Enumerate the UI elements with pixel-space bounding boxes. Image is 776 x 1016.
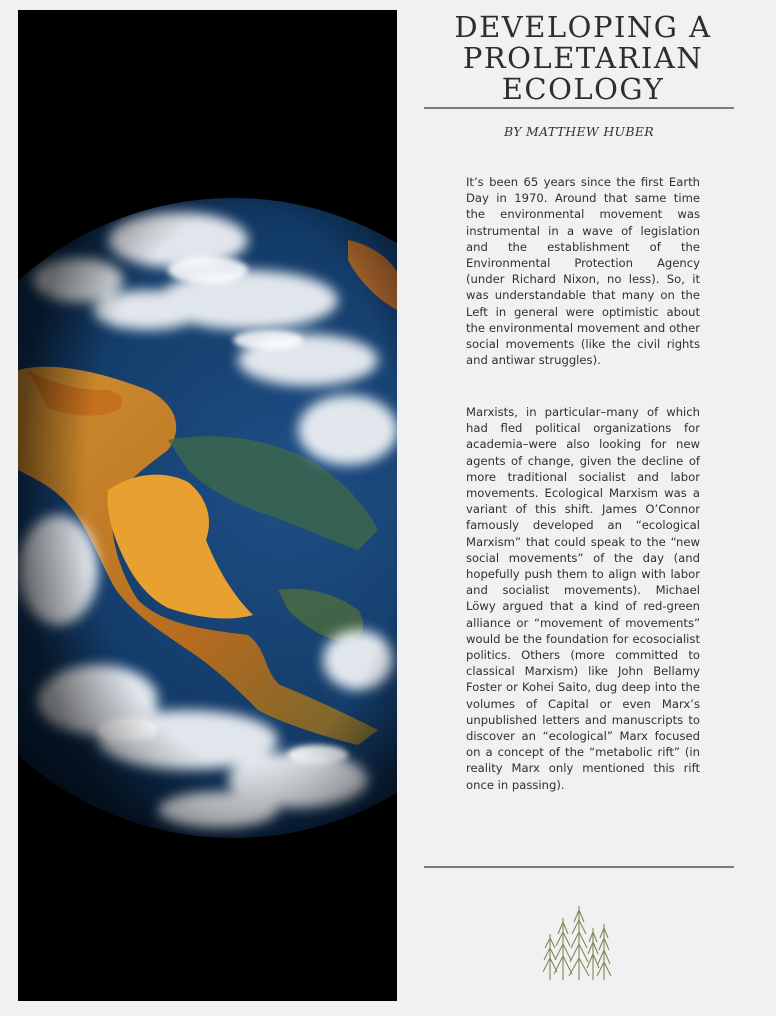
title-line-3: ECOLOGY: [501, 72, 665, 106]
bottom-divider: [424, 866, 734, 868]
paragraph-2: Marxists, in particular–many of which had fled political organizations for academia–were also looking for new agents of change, given the decline of more traditional socialist and labor movements. Ecological Marxism was a variant of this shift. James O’Connor famously developed an “ecological Marxism” that could speak to the “new social movements” of the day (and hopefully push them to align with labor and socialist movements). Michael Löwy argued that a kind of red-green alliance or “movement of movements” would be the foundation for ecosocialist politics. Others (more committed to classical Marxism) like John Bellamy Foster or Kohei Saito, dug deep into the volumes of Capital or even Marx’s unpublished letters and manuscripts to discover an “ecological” Marx focused on a concept of the “metabolic rift” (in reality Marx only mentioned this rift once in passing).: [466, 405, 700, 792]
byline: BY MATTHEW HUBER: [503, 124, 655, 139]
top-divider: [424, 107, 734, 109]
paragraph-1: It’s been 65 years since the first Earth Day in 1970. Around that same time the environmental movement was instrumental in a wave of legislation and the establishment of the Environmental Protection Agency (under Richard Nixon, no less). So, it was understandable that many on the Left in general were optimistic about the environmental movement and other social movements (like the civil rights and antiwar struggles).: [466, 175, 700, 368]
title-line-2: PROLETARIAN: [462, 41, 704, 75]
article-title: [424, 12, 742, 105]
earth-photo: [18, 10, 397, 1001]
title-line-1: DEVELOPING A: [454, 10, 712, 44]
pine-trees-icon: [543, 904, 613, 986]
